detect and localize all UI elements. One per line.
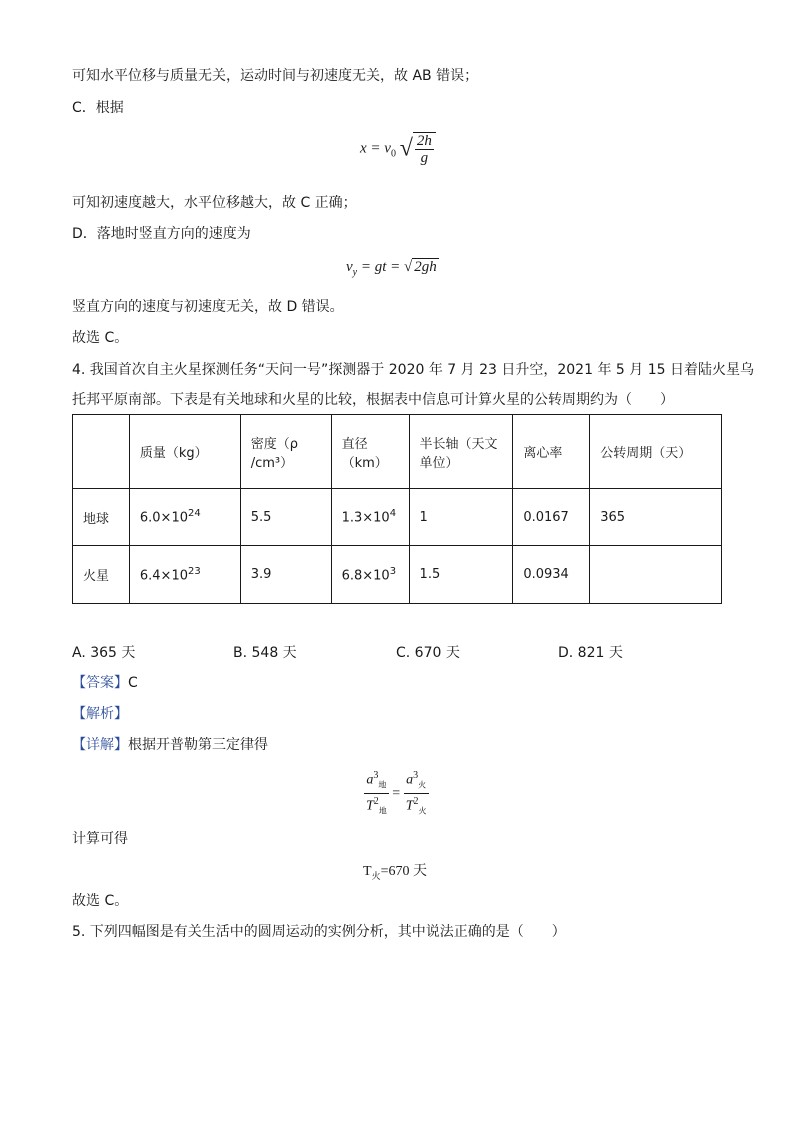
formula-vertical-speed (346, 258, 439, 278)
option-c[interactable]: C. 670 天 (396, 645, 460, 661)
detail-line (72, 735, 268, 755)
formula-kepler-third-law (364, 768, 429, 820)
table-cell: $6.4\times 10^{23}$ (129, 546, 240, 604)
option-d[interactable]: D. 821 天 (558, 645, 623, 661)
formula-sub: y (352, 267, 358, 278)
kepler-left-num: $a^3_地$ (364, 768, 389, 794)
explanation-line-ab: 可知水平位移与质量无关，运动时间与初速度无关，故 AB 错误； (72, 68, 479, 84)
formula-sub: 0 (390, 148, 396, 160)
table-cell: 3.9 (240, 546, 331, 604)
calc-line: 计算可得 (72, 831, 128, 847)
answer-value: C (128, 675, 138, 691)
table-cell: 0.0934 (513, 546, 590, 604)
result-formula: $T_火=670$ 天 (363, 864, 427, 881)
planet-comparison-table (72, 414, 722, 604)
table-header-cell: 离心率 (513, 415, 590, 489)
equals-sign: = (392, 785, 401, 801)
kepler-left-den: $T^2_地$ (366, 796, 387, 816)
formula-lhs: v (346, 259, 353, 275)
explanation-line-c-label: C．根据 (72, 100, 124, 116)
table-header-cell: 质量（kg） (129, 415, 240, 489)
frac-denominator: g (420, 150, 429, 166)
table-cell: 365 (590, 489, 722, 546)
sqrt-fraction (413, 132, 436, 166)
table-cell: 0.0167 (513, 489, 590, 546)
kepler-right-fraction (404, 768, 429, 820)
explanation-line-d-result: 竖直方向的速度与初速度无关，故 D 错误。 (72, 299, 344, 315)
table-cell: $6.0\times 10^{24}$ (129, 489, 240, 546)
table-cell: $1.3\times 10^4$ (331, 489, 409, 546)
question5-stem: 5. 下列四幅图是有关生活中的圆周运动的实例分析，其中说法正确的是（ ） (72, 924, 566, 940)
table-header-cell: 直径 （km） (331, 415, 409, 489)
table-cell: 1.5 (409, 546, 513, 604)
option-b[interactable]: B. 548 天 (233, 645, 297, 661)
sqrt-sign: √ (399, 135, 413, 162)
kepler-right-den: $T^2_火$ (405, 796, 427, 816)
table-cell (590, 546, 722, 604)
table-header-cell: 密度（ρ /cm³） (240, 415, 331, 489)
formula-mid: = gt = (357, 259, 405, 275)
question4-stem-line2: 托邦平原南部。下表是有关地球和火星的比较，根据表中信息可计算火星的公转周期约为（ ） (72, 392, 674, 408)
table-header-cell (73, 415, 130, 489)
table-cell: 火星 (73, 546, 130, 604)
kepler-right-num: $a^3_火$ (404, 768, 429, 794)
table-cell: 5.5 (240, 489, 331, 546)
table-header-cell: 半长轴（天文 单位） (409, 415, 513, 489)
explanation-line-d-label: D．落地时竖直方向的速度为 (72, 226, 251, 242)
analysis-tag: 【解析】 (72, 706, 128, 722)
detail-text: 根据开普勒第三定律得 (128, 737, 268, 753)
formula-lhs: x = v (360, 140, 391, 157)
table-header-row (73, 415, 722, 489)
sqrt-content: 2gh (414, 259, 437, 275)
table-cell: 1 (409, 489, 513, 546)
table-row (73, 489, 722, 546)
sqrt-sign: √ (404, 259, 413, 275)
explanation-line-c-result: 可知初速度越大，水平位移越大，故 C 正确； (72, 195, 357, 211)
question4-stem-line1: 4. 我国首次自主火星探测任务“天问一号”探测器于 2020 年 7 月 23 日升空，2021 年 5 月 15 日着陆火星乌 (72, 362, 754, 378)
table-header-cell: 公转周期（天） (590, 415, 722, 489)
table-cell: $6.8\times 10^3$ (331, 546, 409, 604)
question4-conclusion: 故选 C。 (72, 893, 129, 909)
frac-numerator: 2h (416, 133, 432, 149)
explanation-conclusion: 故选 C。 (72, 330, 129, 346)
analysis-line (72, 704, 128, 724)
kepler-left-fraction (364, 768, 389, 820)
answer-line (72, 673, 138, 693)
detail-tag: 【详解】 (72, 737, 128, 753)
table-row (73, 546, 722, 604)
option-a[interactable]: A. 365 天 (72, 645, 136, 661)
formula-horizontal-displacement (360, 132, 436, 166)
table-cell: 地球 (73, 489, 130, 546)
answer-tag: 【答案】 (72, 675, 128, 691)
